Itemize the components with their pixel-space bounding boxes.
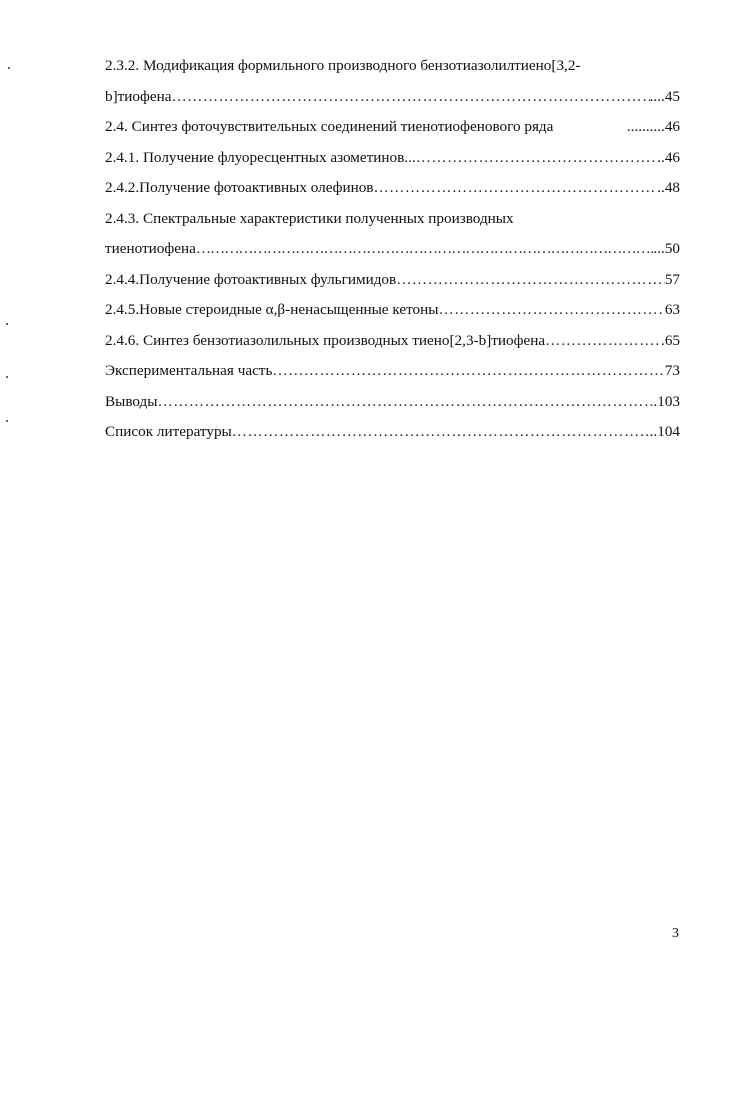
toc-entry-title: b]тиофена — [105, 87, 172, 105]
dot-leader — [272, 356, 664, 387]
toc-entry-2-4-4 — [105, 265, 680, 296]
toc-entry-title: тиенотиофена — [105, 240, 196, 257]
dot-leader — [438, 295, 664, 326]
toc-entry-title: 2.3.2. Модификация формильного производного бензотиазолилтиено[3,2- — [105, 57, 581, 74]
dot-leader — [158, 387, 654, 418]
toc-entry-title: 2.4.3. Спектральные характеристики полученных производных — [105, 209, 514, 227]
toc-entry-2-4-6 — [105, 326, 680, 357]
toc-entry-page: 63 — [664, 301, 680, 318]
toc-entry-2-4-3-cont — [105, 234, 680, 265]
toc-entry-title: Список литературы — [105, 423, 232, 440]
toc-entry-page: ..104 — [649, 423, 680, 440]
toc-entry-2-3-2-cont — [105, 82, 680, 113]
toc-entry-page: .65 — [661, 331, 680, 349]
dot-leader — [171, 82, 649, 113]
toc-entry-2-4-2 — [105, 173, 680, 204]
scan-mark — [8, 67, 10, 69]
toc-entry-page: 57 — [664, 270, 680, 288]
dot-leader — [232, 417, 650, 448]
toc-entry-page: ..48 — [657, 179, 680, 196]
toc-entry-page: ....45 — [649, 87, 680, 105]
toc-entry-title: 2.4.1. Получение флуоресцентных азометинов... — [105, 148, 416, 166]
toc-entry-2-4 — [105, 112, 680, 143]
toc-entry-title: 2.4.2.Получение фотоактивных олефинов — [105, 179, 374, 196]
toc-entry-2-4-3 — [105, 204, 680, 235]
dot-leader — [416, 143, 658, 174]
page-number: 3 — [672, 926, 679, 941]
toc-entry-title: Выводы — [105, 392, 158, 410]
toc-entry-page: .103 — [653, 392, 680, 410]
toc-entry-page: 73 — [664, 362, 680, 379]
toc-entry-title: 2.4.5.Новые стероидные α,β-ненасыщенные кетоны — [105, 301, 439, 318]
toc-entry-page: ..46 — [657, 148, 680, 166]
toc-entry-title: Экспериментальная часть — [105, 362, 273, 379]
dot-leader — [545, 326, 661, 357]
toc-entry-page: ...50 — [653, 240, 680, 257]
scan-mark — [6, 420, 8, 422]
toc-entry-references — [105, 417, 680, 448]
toc-entry-title: 2.4. Синтез фоточувствительных соединений тиенотиофенового ряда — [105, 118, 554, 135]
toc-entry-experimental — [105, 356, 680, 387]
scan-mark — [6, 376, 8, 378]
toc-entry-title: 2.4.4.Получение фотоактивных фульгимидов — [105, 270, 397, 288]
dot-leader — [373, 173, 657, 204]
table-of-contents — [105, 51, 680, 448]
toc-entry-conclusions — [105, 387, 680, 418]
toc-entry-2-4-1 — [105, 143, 680, 174]
toc-entry-title: 2.4.6. Синтез бензотиазолильных производных тиено[2,3-b]тиофена — [105, 331, 546, 349]
scan-mark — [6, 323, 8, 325]
dot-leader — [396, 265, 665, 296]
toc-entry-page: ..........46 — [626, 118, 680, 135]
toc-entry-2-4-5 — [105, 295, 680, 326]
toc-entry-2-3-2 — [105, 51, 680, 82]
dot-leader — [196, 234, 654, 265]
